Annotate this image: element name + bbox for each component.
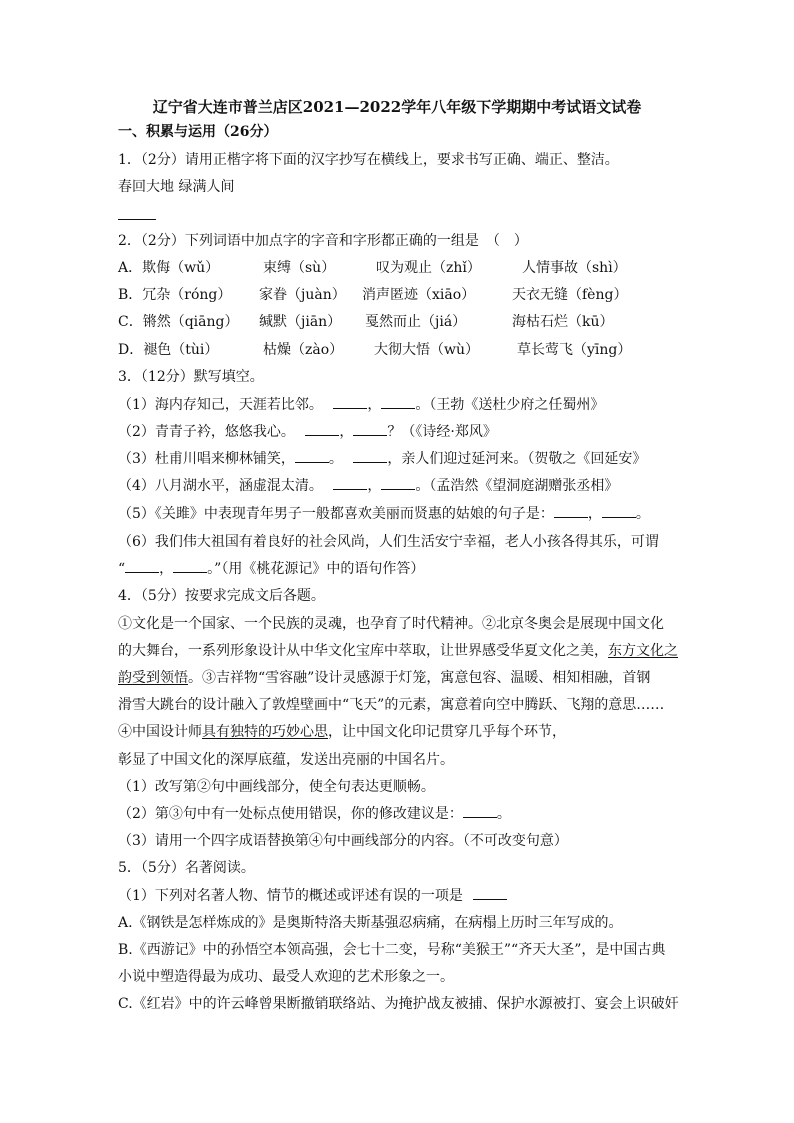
q5-sub-1-blank[interactable]: [473, 887, 507, 900]
q3-item-6-line1: （6）我们伟大祖国有着良好的社会风尚，人们生活安宁幸福，老人小孩各得其乐，可谓: [118, 534, 659, 550]
q5-stem: 5．（5分）名著阅读。: [118, 860, 255, 876]
q3-item-4-source: 。（孟浩然《望洞庭湖赠张丞相》: [415, 478, 619, 494]
q4-passage-line-2: [118, 641, 678, 661]
q5-option-b-line-2: 小说中塑造得最为成功、最受人欢迎的艺术形象之一。: [118, 969, 454, 985]
q3-item-1-text: （1）海内存知己，天涯若比邻。: [118, 397, 323, 413]
q2-option-a-word4: 人情事故（shì）: [522, 260, 627, 276]
q4-sub-1: （1）改写第②句中画线部分，使全句表达更顺畅。: [118, 779, 435, 795]
q5-sub-1: [118, 886, 507, 906]
section-heading: 一、积累与运用（26分）: [118, 124, 278, 140]
q4-passage-line-4: 滑雪大跳台的设计融入了敦煌壁画中“飞天”的元素，寓意着向空中腾跃、飞翔的意思……: [118, 697, 665, 713]
q2-option-d-word4: 草长莺飞（yīng）: [517, 342, 632, 358]
q4-sub-2-blank[interactable]: [463, 805, 497, 818]
q3-item-5-end: 。: [635, 506, 650, 522]
q3-item-2-source: ？（《诗经·郑风》: [387, 424, 497, 440]
q3-item-5-blank-2[interactable]: [602, 505, 636, 518]
q5-option-b-line-1: B.《西游记》中的孙悟空本领高强，会七十二变，号称“美猴王”“齐天大圣”，是中国古典: [118, 942, 666, 958]
q4-sub-2-end: 。: [496, 806, 511, 822]
q3-item-3-mid: 。: [328, 451, 343, 467]
q2-option-b-word3: 消声匿迹（xiāo）: [362, 287, 476, 303]
q2-option-d: D．褪色（tùi）: [118, 342, 219, 358]
q4-passage-line-3: [118, 668, 650, 688]
q2-option-c: C．锵然（qiāng）: [118, 314, 239, 330]
q3-item-1-blank-1[interactable]: [333, 396, 367, 409]
q4-sub-3: （3）请用一个四字成语替换第④句中画线部分的内容。（不可改变句意）: [118, 833, 568, 849]
q2-option-d-word3: 大彻大悟（wù）: [374, 342, 479, 358]
q3-item-6-blank-1[interactable]: [125, 560, 159, 573]
q2-stem: 2．（2分）下列词语中加点字的字音和字形都正确的一组是 （ ）: [118, 233, 528, 249]
q3-item-2-text: （2）青青子衿，悠悠我心。: [118, 424, 295, 440]
q3-item-1-blank-2[interactable]: [381, 396, 415, 409]
q3-item-3-blank-1[interactable]: [295, 450, 329, 463]
q2-option-a-word3: 叹为观止（zhǐ）: [376, 260, 481, 276]
q3-item-5-blank-1[interactable]: [554, 505, 588, 518]
q3-item-4: （4）八月湖水平，涵虚混太清。 ， 。（孟浩然《望洞庭湖赠张丞相》: [118, 478, 619, 494]
q5-option-a: A.《钢铁是怎样炼成的》是奥斯特洛夫斯基强忍病痛，在病榻上历时三年写成的。: [118, 915, 623, 931]
q5-sub-1-text: （1）下列对名著人物、情节的概述或评述有误的一项是: [118, 888, 463, 904]
q4-passage-text: ，让中国文化印记贯穿几乎每个环节，: [328, 724, 566, 740]
q3-item-6-line2: “ ， 。”（用《桃花源记》中的语句作答）: [118, 561, 425, 577]
q1-answer-line[interactable]: [118, 219, 156, 220]
q4-sub-2-text: （2）第③句中有一处标点使用错误，你的修改建议是：: [118, 806, 463, 822]
q4-passage-text: 。③吉祥物“雪容融”设计灵感源于灯笼，寓意包容、温暖、相知相融，首钢: [188, 670, 651, 686]
q3-item-6-blank-2[interactable]: [173, 560, 207, 573]
q2-option-d-word2: 枯燥（zào）: [263, 342, 344, 358]
q3-item-1: （1）海内存知己，天涯若比邻。 ， 。（王勃《送杜少府之任蜀州》: [118, 397, 605, 413]
q4-underlined-phrase-2a: 东方文化之: [608, 643, 678, 659]
q4-passage-line-1: ①文化是一个国家、一个民族的灵魂，也孕育了时代精神。②北京冬奥会是展现中国文化: [118, 616, 664, 632]
page-title: 辽宁省大连市普兰店区2021—2022学年八年级下学期期中考试语文试卷: [152, 98, 642, 116]
q4-underlined-phrase-4: 具有独特的巧妙心思: [202, 724, 328, 740]
q3-item-3-blank-2[interactable]: [353, 450, 387, 463]
q4-passage-line-6: 彰显了中国文化的深厚底蕴，发送出亮丽的中国名片。: [118, 752, 454, 768]
q4-passage-text: ④中国设计师: [118, 724, 202, 740]
q3-item-4-blank-1[interactable]: [333, 477, 367, 490]
q3-item-3: [118, 449, 646, 469]
q3-item-6-quote-open: “: [118, 561, 126, 577]
q2-option-a-word2: 束缚（sù）: [263, 260, 336, 276]
q3-item-4-blank-2[interactable]: [381, 477, 415, 490]
q4-stem: 4．（5分）按要求完成文后各题。: [118, 588, 325, 604]
q3-item-2-blank-2[interactable]: [353, 423, 387, 436]
q3-item-3-text: （3）杜甫川唱来柳林铺笑，: [118, 451, 295, 467]
q3-item-1-source: 。（王勃《送杜少府之任蜀州》: [415, 397, 605, 413]
q3-stem: 3．（12分）默写填空。: [118, 369, 264, 385]
q1-stem: 1．（2分）请用正楷字将下面的汉字抄写在横线上，要求书写正确、端正、整洁。: [118, 152, 619, 168]
q4-underlined-phrase-2b: 韵受到领悟: [118, 670, 188, 686]
q4-passage-line-5: [118, 722, 566, 742]
q2-option-c-word3: 戛然而止（jiá）: [365, 314, 467, 330]
q2-option-b: B．冗杂（róng）: [118, 287, 232, 303]
q2-option-c-word2: 缄默（jiān）: [259, 314, 342, 330]
q3-item-2: （2）青青子衿，悠悠我心。 ， ？（《诗经·郑风》: [118, 424, 497, 440]
q4-passage-text: 的大舞台，一系列形象设计从中华文化宝库中萃取，让世界感受华夏文化之美，: [118, 643, 608, 659]
q3-item-2-blank-1[interactable]: [305, 423, 339, 436]
q2-option-a: A．欺侮（wǔ）: [118, 260, 220, 276]
q3-item-5-text: （5）《关雎》中表现青年男子一般都喜欢美丽而贤惠的姑娘的句子是：: [118, 506, 554, 522]
q3-item-5: （5）《关雎》中表现青年男子一般都喜欢美丽而贤惠的姑娘的句子是： ， 。: [118, 506, 650, 522]
q2-option-b-word4: 天衣无缝（fèng）: [512, 287, 628, 303]
q1-text: 春回大地 绿满人间: [118, 179, 235, 195]
q3-item-3-source: ，亲人们迎过延河来。（贺敬之《回延安》: [387, 451, 647, 467]
q3-item-4-text: （4）八月湖水平，涵虚混太清。: [118, 478, 323, 494]
q2-option-b-word2: 家眷（juàn）: [259, 287, 346, 303]
q4-sub-2: [118, 804, 511, 824]
q3-item-6-note: 。”（用《桃花源记》中的语句作答）: [207, 561, 425, 577]
q5-option-c-line-1: C.《红岩》中的许云峰曾果断撤销联络站、为掩护战友被捕、保护水源被打、宴会上识破奸: [118, 996, 679, 1012]
q2-option-c-word4: 海枯石烂（kū）: [512, 314, 614, 330]
